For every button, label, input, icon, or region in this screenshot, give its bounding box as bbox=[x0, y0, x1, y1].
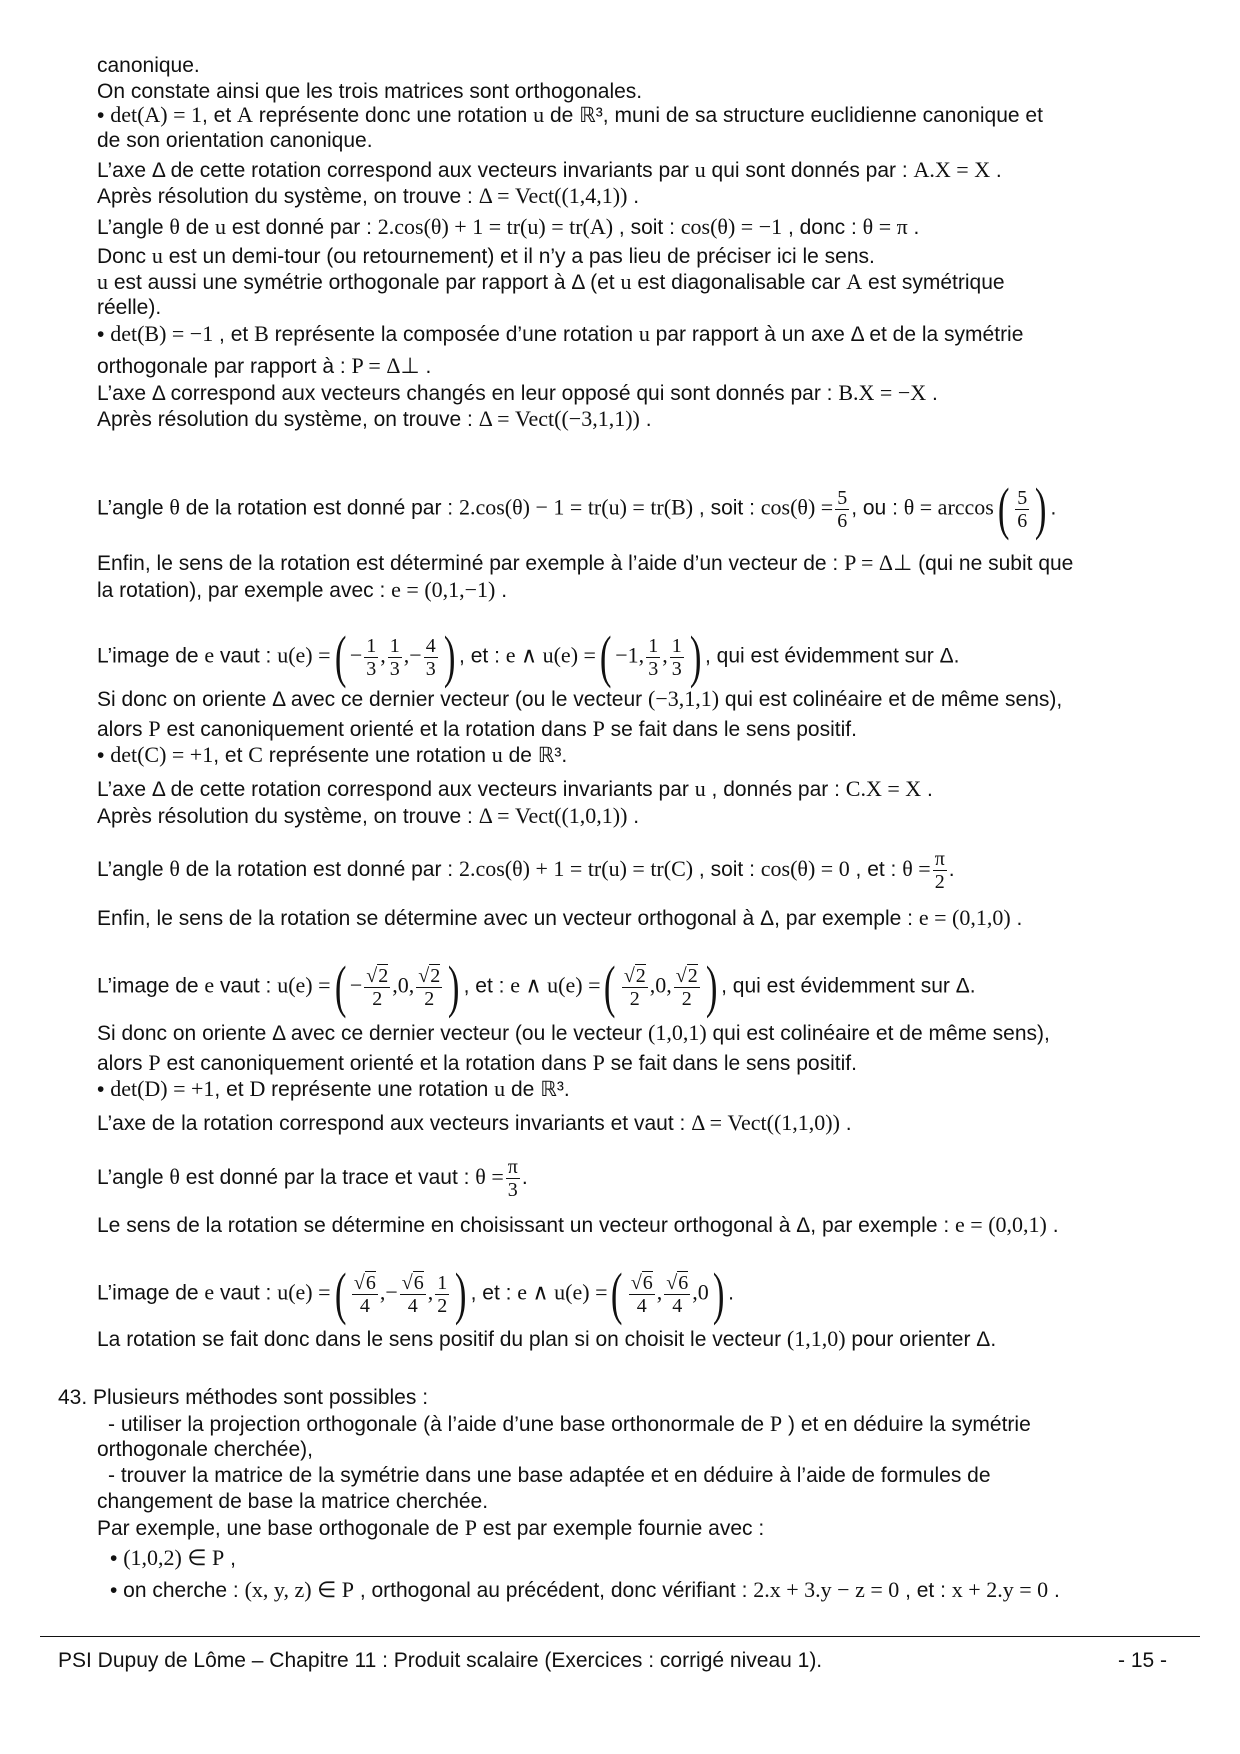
text-line: • det(C) = +1, et C représente une rotation u de ℝ³. bbox=[97, 742, 568, 767]
text-line: Le sens de la rotation se détermine en choisissant un vecteur orthogonal à Δ, par exemple : e = (0,0,1) . bbox=[97, 1212, 1059, 1237]
exercise-heading: 43. Plusieurs méthodes sont possibles : bbox=[58, 1386, 429, 1409]
fraction: $\frac{1}{3}$ bbox=[671, 634, 682, 680]
text-line: Enfin, le sens de la rotation est déterminé par exemple à l’aide d’un vecteur de : P = Δ⊥ (qui ne subit que bbox=[97, 550, 1074, 575]
text-line: On constate ainsi que les trois matrices sont orthogonales. bbox=[97, 80, 643, 103]
fraction: $\frac{\pi}{3}$ bbox=[507, 1156, 518, 1201]
fraction: $\frac{\pi}{2}$ bbox=[934, 848, 945, 893]
text-line: - trouver la matrice de la symétrie dans une base adaptée et en déduire à l’aide de formules de bbox=[108, 1464, 991, 1487]
list-item: • on cherche : (x, y, z) ∈ P , orthogonal au précédent, donc vérifiant : 2.x + 3.y − z = 0 , et : x + 2.y = 0 . bbox=[110, 1577, 1060, 1602]
text-line: • det(D) = +1, et D représente une rotation u de ℝ³. bbox=[97, 1076, 570, 1101]
text-line: Par exemple, une base orthogonale de P est par exemple fournie avec : bbox=[97, 1515, 765, 1540]
fraction: $\frac{√2}{2}$ bbox=[675, 965, 698, 1010]
formula-line: L’angle θ est donné par la trace et vaut : θ = $\frac{\pi}{3}$ . bbox=[97, 1156, 528, 1201]
fraction: $\frac{√2}{2}$ bbox=[623, 965, 646, 1010]
fraction: $\frac{√6}{4}$ bbox=[401, 1272, 424, 1317]
text-line: Si donc on oriente Δ avec ce dernier vecteur (ou le vecteur (1,0,1) qui est colinéaire et de même sens), bbox=[97, 1020, 1050, 1045]
text-line: Enfin, le sens de la rotation se détermine avec un vecteur orthogonal à Δ, par exemple : e = (0,1,0) . bbox=[97, 905, 1023, 930]
text-line: La rotation se fait donc dans le sens positif du plan si on choisit le vecteur (1,1,0) pour orienter Δ. bbox=[97, 1326, 997, 1351]
formula-line: L’image de e vaut : u(e) =( − $\frac{√2}{2}$ ,0, $\frac{√2}{2}$ ) , et : e ∧ u(e) =( $\frac{√2}{2}$ ,0, $\frac{√2}{2}$ ) , qui est évidemment sur Δ. bbox=[97, 954, 976, 1019]
fraction: $\frac{√6}{4}$ bbox=[630, 1272, 653, 1317]
text-line: • det(B) = −1 , et B représente la composée d’une rotation u par rapport à un axe Δ et de la symétrie bbox=[97, 321, 1024, 346]
formula-line: L’image de e vaut : u(e) =( − $\frac{1}{3}$ , $\frac{1}{3}$ ,− $\frac{4}{3}$ ) , et : e ∧ u(e) =( −1, $\frac{1}{3}$ , $\frac{1}{3}$ ) , qui est évidemment sur Δ. bbox=[97, 624, 960, 689]
text-line: Après résolution du système, on trouve : Δ = Vect((1,4,1)) . bbox=[97, 183, 640, 208]
fraction: $\frac{√6}{4}$ bbox=[353, 1272, 376, 1317]
text-line: réelle). bbox=[97, 296, 162, 319]
page-number: - 15 - bbox=[1118, 1649, 1168, 1672]
fraction: $\frac{5}{6}$ bbox=[837, 486, 848, 532]
text-line: orthogonale par rapport à : P = Δ⊥ . bbox=[97, 353, 432, 378]
text-line: changement de base la matrice cherchée. bbox=[97, 1490, 489, 1513]
fraction: $\frac{5}{6}$ bbox=[1017, 486, 1028, 532]
text-line: L’axe Δ de cette rotation correspond aux vecteurs invariants par u qui sont donnés par : A.X = X . bbox=[97, 157, 1002, 182]
fraction: $\frac{1}{3}$ bbox=[389, 634, 400, 680]
text-line: la rotation), par exemple avec : e = (0,1,−1) . bbox=[97, 577, 508, 602]
text-line: L’axe de la rotation correspond aux vecteurs invariants et vaut : Δ = Vect((1,1,0)) . bbox=[97, 1110, 852, 1135]
footer-divider bbox=[40, 1636, 1200, 1637]
text-line: • det(A) = 1, et A représente donc une rotation u de ℝ³, muni de sa structure euclidienne canonique et bbox=[97, 102, 1043, 127]
list-item: • (1,0,2) ∈ P , bbox=[110, 1545, 236, 1570]
text-line: alors P est canoniquement orienté et la rotation dans P se fait dans le sens positif. bbox=[97, 716, 857, 741]
formula-line: L’image de e vaut : u(e) =( $\frac{√6}{4}$ ,− $\frac{√6}{4}$ , $\frac{1}{2}$ ) , et : e ∧ u(e) =( $\frac{√6}{4}$ , $\frac{√6}{4}$ ,0) . bbox=[97, 1261, 734, 1326]
text-line: u est aussi une symétrie orthogonale par rapport à Δ (et u est diagonalisable car A est symétrique bbox=[97, 269, 1005, 294]
fraction: $\frac{1}{3}$ bbox=[648, 634, 659, 680]
fraction: $\frac{1}{3}$ bbox=[366, 634, 377, 680]
text-line: Après résolution du système, on trouve : Δ = Vect((−3,1,1)) . bbox=[97, 406, 652, 431]
text-line: Si donc on oriente Δ avec ce dernier vecteur (ou le vecteur (−3,1,1) qui est colinéaire et de même sens), bbox=[97, 686, 1063, 711]
text-line: Donc u est un demi-tour (ou retournement) et il n’y a pas lieu de préciser ici le sens. bbox=[97, 243, 875, 268]
formula-line: L’angle θ de la rotation est donné par : 2.cos(θ) + 1 = tr(u) = tr(C) , soit : cos(θ) = 0 , et : θ = $\frac{\pi}{2}$ . bbox=[97, 848, 955, 893]
fraction: $\frac{√6}{4}$ bbox=[666, 1272, 689, 1317]
text-line: L’angle θ de u est donné par : 2.cos(θ) + 1 = tr(u) = tr(A) , soit : cos(θ) = −1 , donc : θ = π . bbox=[97, 214, 920, 239]
text-line: L’axe Δ correspond aux vecteurs changés en leur opposé qui sont donnés par : B.X = −X . bbox=[97, 380, 938, 405]
text-line: de son orientation canonique. bbox=[97, 129, 373, 152]
formula-line: L’angle θ de la rotation est donné par : 2.cos(θ) − 1 = tr(u) = tr(B) , soit : cos(θ) = $\frac{5}{6}$ , ou : θ = arccos( $\frac{5}{6}$ ) . bbox=[97, 476, 1057, 541]
text-line: canonique. bbox=[97, 54, 200, 77]
footer-title: PSI Dupuy de Lôme – Chapitre 11 : Produit scalaire (Exercices : corrigé niveau 1). bbox=[58, 1649, 823, 1672]
fraction: $\frac{√2}{2}$ bbox=[366, 965, 389, 1010]
fraction: $\frac{√2}{2}$ bbox=[418, 965, 441, 1010]
text-line: L’axe Δ de cette rotation correspond aux vecteurs invariants par u , donnés par : C.X = X . bbox=[97, 776, 933, 801]
text-line: Après résolution du système, on trouve : Δ = Vect((1,0,1)) . bbox=[97, 803, 640, 828]
fraction: $\frac{1}{2}$ bbox=[437, 1271, 448, 1317]
fraction: $\frac{4}{3}$ bbox=[425, 634, 436, 680]
text-line: orthogonale cherchée), bbox=[97, 1438, 313, 1461]
text-line: alors P est canoniquement orienté et la rotation dans P se fait dans le sens positif. bbox=[97, 1050, 857, 1075]
text-line: - utiliser la projection orthogonale (à l’aide d’une base orthonormale de P ) et en déduire la symétrie bbox=[108, 1411, 1031, 1436]
